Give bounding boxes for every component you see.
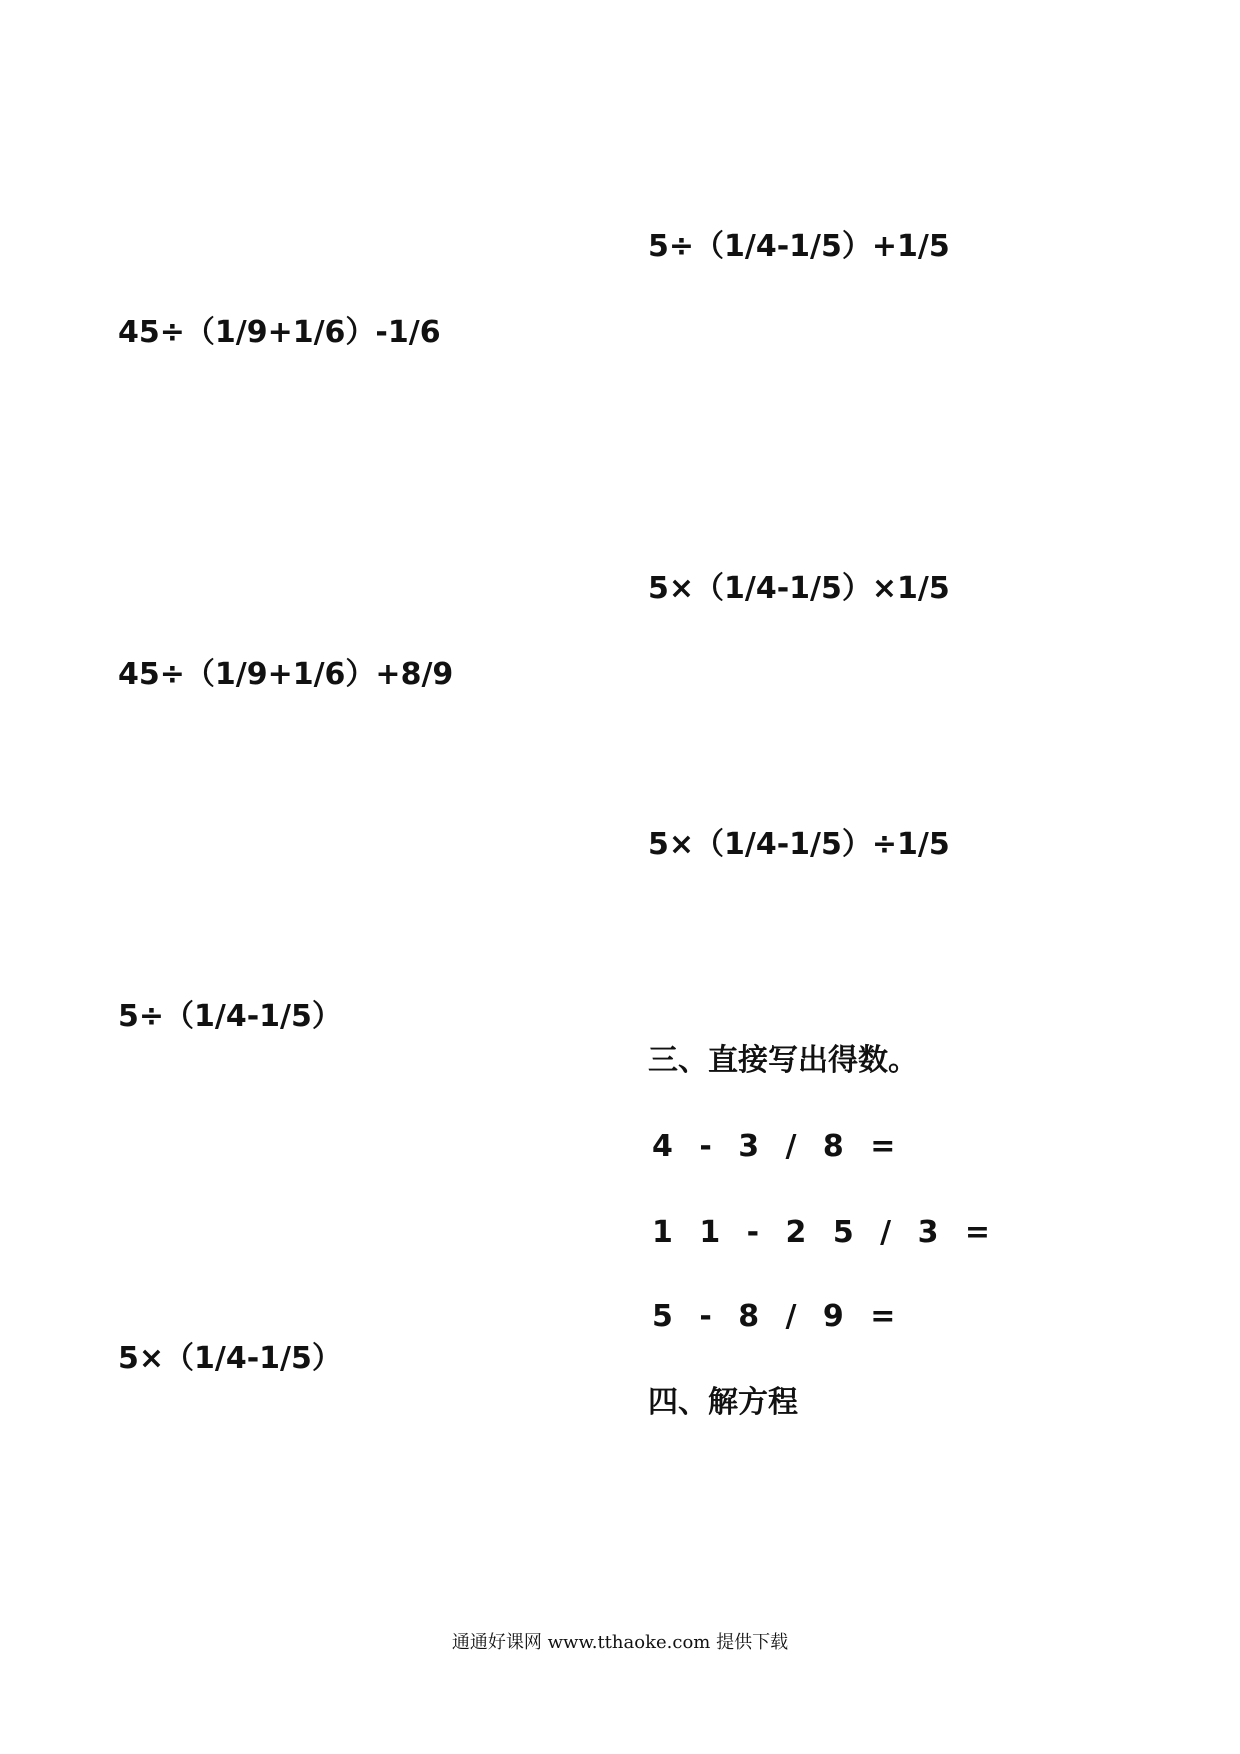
expression-left-2: 45÷（1/9+1/6）+8/9 — [118, 657, 454, 692]
expression-left-4: 5×（1/4-1/5） — [118, 1341, 342, 1376]
expression-right-1: 5÷（1/4-1/5）+1/5 — [648, 229, 950, 264]
section4-heading: 四、解方程 — [648, 1385, 798, 1420]
quick-calc-item-1: 4 - 3 / 8 = — [652, 1129, 904, 1164]
quick-calc-item-2: 1 1 - 2 5 / 3 = — [652, 1215, 999, 1250]
section3-heading: 三、直接写出得数。 — [648, 1043, 918, 1078]
expression-right-2: 5×（1/4-1/5）×1/5 — [648, 571, 950, 606]
footer-credit: 通通好课网 www.tthaoke.com 提供下载 — [451, 1632, 789, 1653]
expression-right-3: 5×（1/4-1/5）÷1/5 — [648, 827, 950, 862]
expression-left-3: 5÷（1/4-1/5） — [118, 999, 342, 1034]
expression-left-1: 45÷（1/9+1/6）-1/6 — [118, 315, 441, 350]
quick-calc-item-3: 5 - 8 / 9 = — [652, 1299, 904, 1334]
